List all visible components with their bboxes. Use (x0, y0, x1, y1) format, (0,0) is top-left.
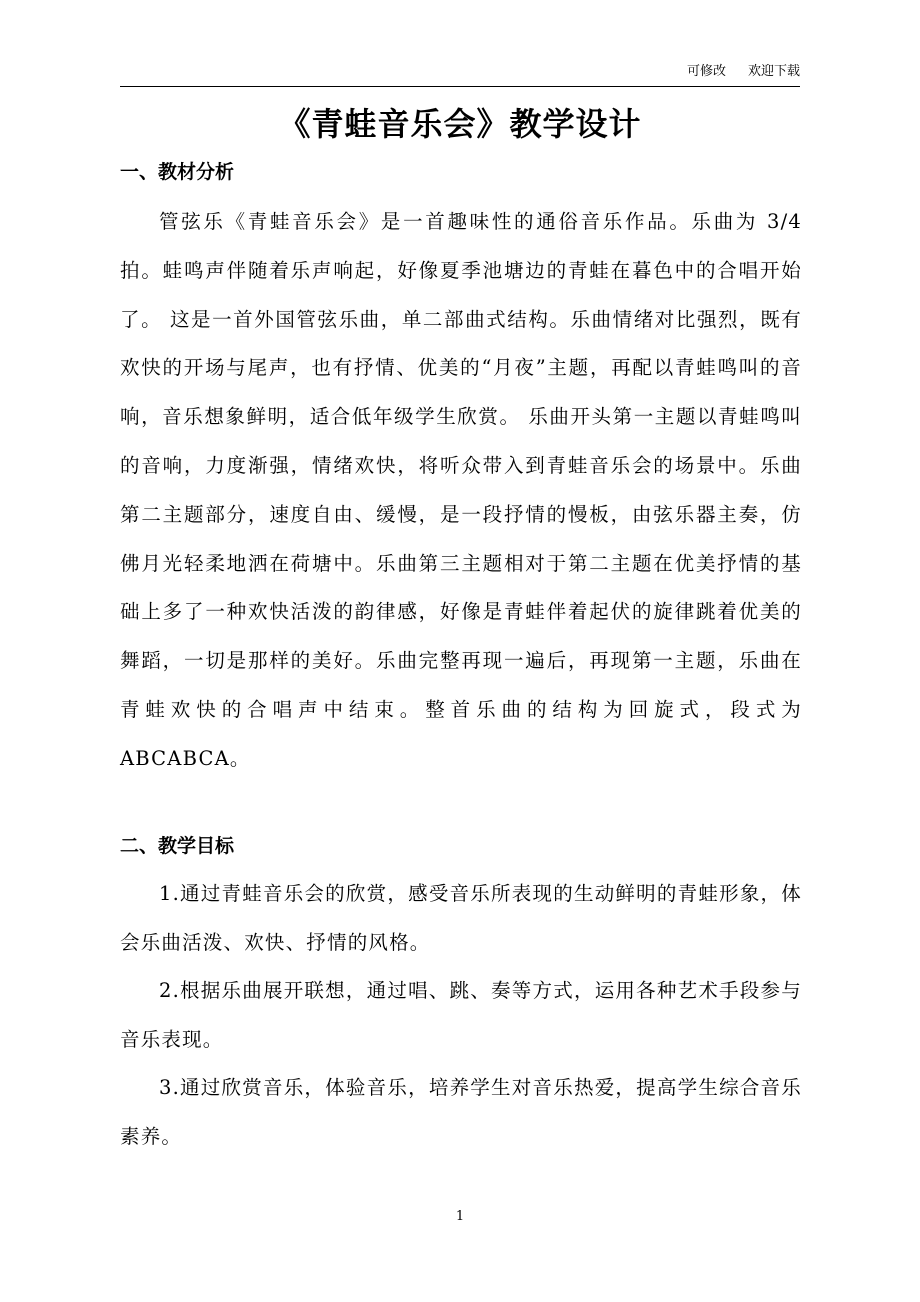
section-heading-objectives: 二、教学目标 (120, 835, 235, 857)
page-header (120, 62, 800, 87)
paragraph-objective-1: 1.通过青蛙音乐会的欣赏，感受音乐所表现的生动鲜明的青蛙形象，体会乐曲活泼、欢快、抒情的风格。 (120, 882, 802, 954)
document-title: 《青蛙音乐会》教学设计 (278, 105, 642, 143)
paragraph-analysis: 管弦乐《青蛙音乐会》是一首趣味性的通俗音乐作品。乐曲为 3/4 拍。蛙鸣声伴随着乐声响起，好像夏季池塘边的青蛙在暮色中的合唱开始了。 这是一首外国管弦乐曲，单二部曲式结构。乐曲情绪对比强烈，既有欢快的开场与尾声，也有抒情、优美的“月夜”主题，再配以青蛙鸣叫的音响，音乐想象鲜明，适合低年级学生欣赏。 乐曲开头第一主题以青蛙鸣叫的音响，力度渐强，情绪欢快，将听众带入到青蛙音乐会的场景中。乐曲第二主题部分，速度自由、缓慢，是一段抒情的慢板，由弦乐器主奏，仿佛月光轻柔地洒在荷塘中。乐曲第三主题相对于第二主题在优美抒情的基础上多了一种欢快活泼的韵律感，好像是青蛙伴着起伏的旋律跳着优美的舞蹈，一切是那样的美好。乐曲完整再现一遍后，再现第一主题，乐曲在青蛙欢快的合唱声中结束。整首乐曲的结构为回旋式，段式为 ABCABCA。 (120, 210, 802, 770)
header-left-label: 可修改 (686, 64, 726, 79)
page-number: 1 (455, 1209, 465, 1224)
section-heading-analysis: 一、教材分析 (120, 161, 235, 183)
paragraph-objective-2: 2.根据乐曲展开联想，通过唱、跳、奏等方式，运用各种艺术手段参与音乐表现。 (120, 979, 802, 1051)
paragraph-objective-3: 3.通过欣赏音乐，体验音乐，培养学生对音乐热爱，提高学生综合音乐素养。 (120, 1076, 802, 1148)
header-right-label: 欢迎下载 (747, 64, 800, 79)
